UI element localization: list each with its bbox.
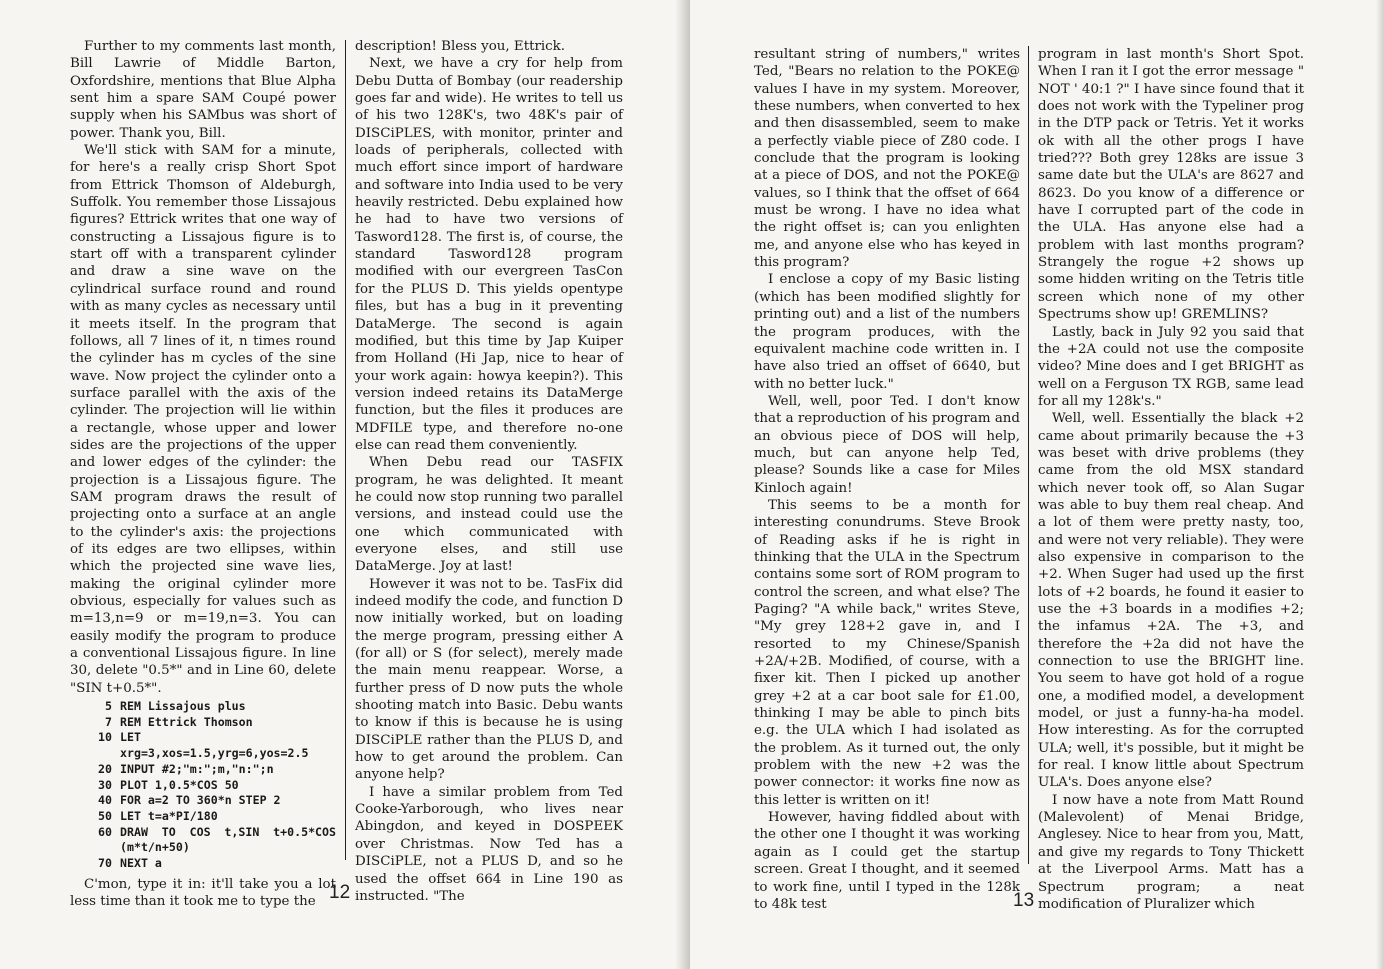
paragraph: I have a similar problem from Ted Cooke-Yarborough, who lives near Abingdon, and keyed in DOSPEEK over Christmas. Now Ted has a DISCiPLE, not a PLUS D, and so he used the offset 664 in Line 190 as instructed. "The <box>355 784 623 904</box>
page-edge <box>1376 0 1384 969</box>
code-line <box>70 730 336 761</box>
paragraph: Further to my comments last month, Bill Lawrie of Middle Barton, Oxfordshire, mentions that Blue Alpha sent him a spare SAM Coupé power supply when his SAMbus was short of power. Thank you, Bill. <box>70 39 336 141</box>
line-number: 50 <box>98 808 112 823</box>
code-line <box>70 778 336 794</box>
column-rule <box>345 40 346 860</box>
paragraph: program in last month's Short Spot. When I ran it I got the error message " NOT ' 40:1 ?" I have since found that it does not work with the Typeliner prog in the DTP pack or Tetris. Yet it works ok with all the other progs I have tried??? Both grey 128ks are issue 3 same date but the ULA's are 8627 and 8623. Do you know of a difference or have I corrupted part of the code in the ULA. Has anyone else had a problem with last months program? Strangely the rogue +2 shows up some hidden writing on the Tetris title screen which none of my other Spectrums show up! GREMLINS? <box>1038 47 1304 323</box>
code-line <box>70 856 336 872</box>
paragraph: I now have a note from Matt Round (Malevolent) of Menai Bridge, Anglesey. Nice to hear from you, Matt, and give my regards to Tony Thickett at the Liverpool Arms. Matt has a Spectrum program; a neat modification of Pluralizer which <box>1038 792 1304 912</box>
left-page <box>0 0 690 969</box>
paragraph: resultant string of numbers," writes Ted, "Bears no relation to the POKE@ values I have in my system. Moreover, these numbers, when converted to hex and then disassembled, seem to make a perfectly viable piece of Z80 code. I conclude that the program is looking at a piece of DOS, and not the POKE@ values, so I think that the offset of 664 must be wrong. I have no idea what the right offset is; can you enlighten me, and anyone else who has keyed in this program? <box>754 47 1020 271</box>
paragraph: description! Bless you, Ettrick. <box>355 39 566 54</box>
line-number: 70 <box>98 856 112 871</box>
line-number: 5 <box>105 699 112 714</box>
line-number: 7 <box>105 714 112 729</box>
paragraph: Lastly, back in July 92 you said that the +2A could not use the composite video? Mine does and I get BRIGHT as well on a Ferguson TX RGB, same lead for all my 128k's." <box>1038 324 1304 409</box>
code-text: DRAW TO COS t,SIN t+0.5*COS (m*t/n+50) <box>120 824 343 855</box>
paragraph: This seems to be a month for interesting conundrums. Steve Brook of Reading asks if he is right in thinking that the ULA in the Spectrum contains some sort of ROM program to control the screen, and what else? The Paging? "A while back," writes Steve, "My grey 128+2 gave in, and I resorted to my Chinese/Spanish +2A/+2B. Modified, of course, with a fixer kit. Then I picked up another grey +2 at a car boot sale for £1.00, thinking I may be able to pinch bits e.g. the ULA which I had isolated as the problem. As it turned out, the only problem with the new +2 was the power connector: it works fine now as this letter is written on it! <box>754 497 1020 808</box>
line-number: 20 <box>98 761 112 776</box>
code-text: FOR a=2 TO 360*n STEP 2 <box>120 793 281 808</box>
paragraph: C'mon, type it in: it'll take you a lot less time than it took me to type the <box>70 876 336 910</box>
line-number: 30 <box>98 777 112 792</box>
code-text: REM Lissajous plus <box>120 699 246 714</box>
code-line <box>70 793 336 809</box>
code-text: NEXT a <box>120 856 162 871</box>
code-text: PLOT 1,0.5*COS 50 <box>120 777 239 792</box>
paragraph: When Debu read our TASFIX program, he was delighted. It meant he could now stop running two parallel versions, and instead could use the one which communicated with everyone elses, and still use DataMerge. Joy at last! <box>355 455 623 575</box>
right-page <box>690 0 1384 969</box>
code-listing <box>70 699 343 872</box>
right-column-1 <box>754 46 1020 913</box>
code-text: REM Ettrick Thomson <box>120 714 253 729</box>
paragraph: Well, well, poor Ted. I don't know that a reproduction of his program and an obvious piece of DOS will help, much, but can anyone help Ted, please? Sounds like a case for Miles Kinloch again! <box>754 393 1020 496</box>
paragraph: However, having fiddled about with the other one I thought it was working again as I could get the startup screen. Great I thought, and it seemed to work fine, until I typed in the 128k to 48k test <box>754 810 1020 912</box>
paragraph: I enclose a copy of my Basic listing (which has been modified slightly for printing out) and a list of the numbers the program produces, with the equivalent machine code written in. I have also tried an offset of 6640, but with no better luck." <box>754 272 1020 392</box>
paragraph: Well, well. Essentially the black +2 came about primarily because the +3 was beset with drive problems (they came from the old MSX standard which never took off, so Alan Sugar was able to buy them real cheap. And a lot of them were pretty nasty, too, and were not very reliable). They were also expensive in comparison to the +2. When Suger had used up the first lots of +2 boards, he found it easier to use the +3 boards in a modifies +2; the infamus +2A. The +3, and therefore the +2a did not have the connection to use the BRIGHT line. You seem to have got hold of a rogue one, a modified model, a development model, or just a funny-ha-ha model. How interesting. As for the corrupted ULA; well, it's possible, but it might be for real. I know little about Spectrum ULA's. Does anyone else? <box>1038 411 1304 791</box>
paragraph: Next, we have a cry for help from Debu Dutta of Bombay (our readership goes far and wide). He writes to tell us of his two 128K's, two 48K's pair of DISCiPLES, with monitor, printer and loads of peripherals, collected with much effort since import of hardware and software into India used to be very heavily restricted. Debu explained how he had to have two versions of Tasword128. The first is, of course, the standard Tasword128 program modified with our evergreen TasCon for the PLUS D. This yields opentype files, but has a bug in it preventing DataMerge. The second is again modified, but this time by Jap Kuiper from Holland (Hi Jap, nice to hear of your work again: howya keepin?). This version indeed retains its DataMerge function, but the files it produces are MDFILE type, and therefore no-one else can read them conveniently. <box>355 56 623 453</box>
column-rule <box>1028 46 1029 864</box>
paragraph: We'll stick with SAM for a minute, for here's a really crisp Short Spot from Ettrick Thomson of Aldeburgh, Suffolk. You remember those Lissajous figures? Ettrick writes that one way of constructing a Lissajous figure is to start off with a transparent cylinder and draw a sine wave on the cylindrical surface round and round with as many cycles as necessary until it meets itself. In the program that follows, all 7 lines of it, n times round the cylinder has m cycles of the sine wave. Now project the cylinder onto a surface parallel with the axis of the cylinder. The projection will lie within a rectangle, whose upper and lower sides are the projections of the upper and lower edges of the cylinder: the projection is a Lissajous figure. The SAM program draws the result of projecting onto a surface at an angle to the cylinder's axis: the projections of its edges are two ellipses, within which the projected sine wave lies, making the original cylinder more obvious, especially for values such as m=13,n=9 or m=19,n=3. You can easily modify the program to produce a conventional Lissajous figure. In line 30, delete "0.5*" and in Line 60, delete "SIN t+0.5*". <box>70 143 336 696</box>
code-line <box>70 715 336 731</box>
code-text: INPUT #2;"m:";m,"n:";n <box>120 761 274 776</box>
code-line <box>70 824 343 856</box>
page-number: 12 <box>329 882 351 903</box>
page-number: 13 <box>1013 890 1035 911</box>
right-column-2 <box>1038 46 1304 913</box>
code-line <box>70 809 336 825</box>
line-number: 60 <box>98 824 112 839</box>
code-line <box>70 699 336 715</box>
line-number: 10 <box>98 730 112 745</box>
code-line <box>70 762 336 778</box>
code-text: LET t=a*PI/180 <box>120 808 218 823</box>
line-number: 40 <box>98 793 112 808</box>
left-column-2 <box>355 38 623 905</box>
paragraph: However it was not to be. TasFix did indeed modify the code, and function D now initially worked, but on loading the merge program, pressing either A (for all) or S (for select), merely made the main menu reappear. Worse, a further press of D now puts the whole shooting match into Basic. Debu wants to know if this is because he is using DISCiPLE rather than the PLUS D, and how to get around the problem. Can anyone help? <box>355 576 623 783</box>
code-text: LET xrg=3,xos=1.5,yrg=6,yos=2.5 <box>120 730 309 761</box>
